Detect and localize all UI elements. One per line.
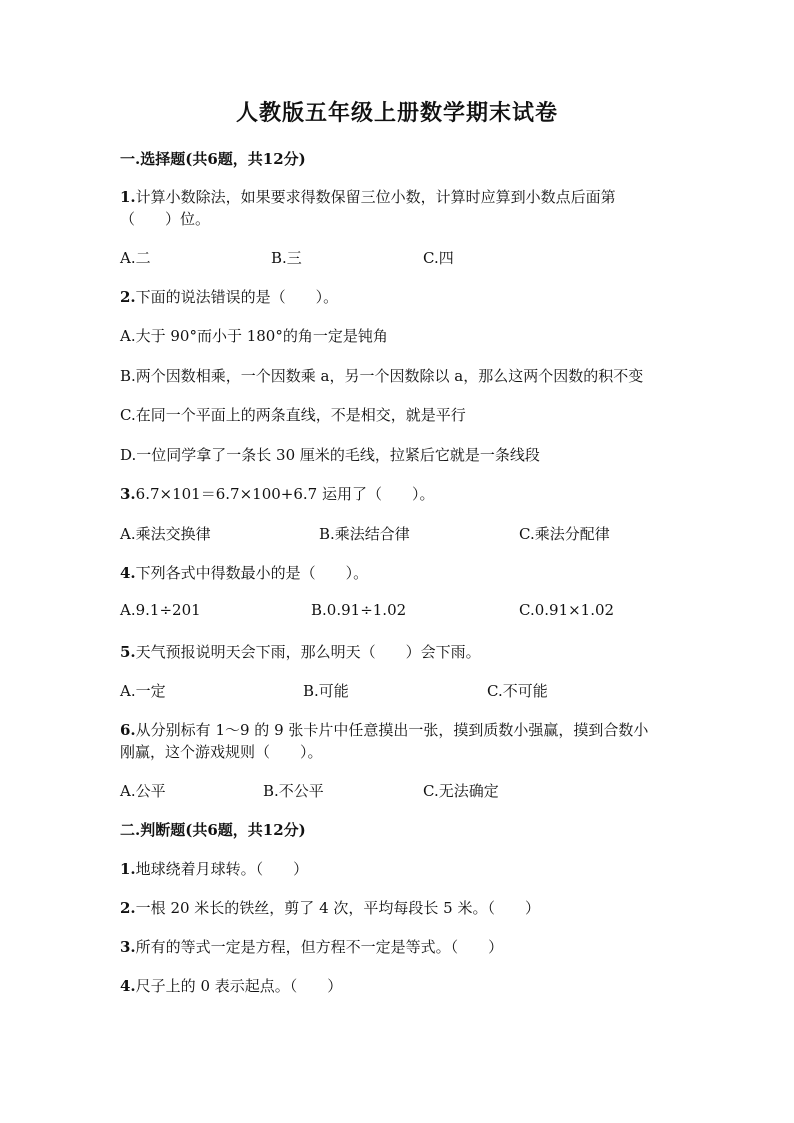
question-2-option-a: A.大于 90°而小于 180°的角一定是钝角 (120, 327, 388, 345)
question-1-line-2: （ ）位。 (120, 210, 211, 228)
question-6-line-2: 刚赢，这个游戏规则（ ）。 (120, 743, 323, 761)
question-number: 3. (120, 485, 136, 503)
question-4-option-c: C.0.91×1.02 (519, 601, 615, 619)
question-1-option-a: A.二 (120, 249, 151, 267)
question-5-option-b: B.可能 (303, 682, 349, 700)
question-number: 2. (120, 899, 136, 917)
question-number: 3. (120, 938, 136, 956)
question-text: 地球绕着月球转。（ ） (135, 860, 309, 878)
question-number: 6. (120, 721, 136, 739)
question-3-option-b: B.乘法结合律 (319, 525, 410, 543)
question-number: 1. (120, 860, 136, 878)
question-text: 下面的说法错误的是（ ）。 (135, 288, 339, 306)
question-5 (120, 641, 481, 662)
question-5-option-a: A.一定 (120, 682, 166, 700)
question-text: 6.7×101＝6.7×100+6.7 运用了（ ）。 (135, 485, 435, 503)
question-4 (120, 562, 368, 583)
question-number: 2. (120, 288, 136, 306)
exam-title: 人教版五年级上册数学期末试卷 (235, 100, 558, 126)
question-text: 一根 20 米长的铁丝，剪了 4 次，平均每段长 5 米。（ ） (135, 899, 540, 917)
judgement-1 (120, 858, 308, 879)
question-3-option-a: A.乘法交换律 (120, 525, 211, 543)
question-number: 1. (120, 188, 136, 206)
judgement-2 (120, 897, 540, 918)
question-2-option-c: C.在同一个平面上的两条直线，不是相交，就是平行 (120, 406, 466, 424)
section-heading-choice: 一.选择题(共6题，共12分) (120, 150, 306, 168)
question-6-option-c: C.无法确定 (423, 782, 499, 800)
question-text: 从分别标有 1～9 的 9 张卡片中任意摸出一张，摸到质数小强赢，摸到合数小 (135, 721, 649, 739)
question-2-option-b: B.两个因数相乘，一个因数乘 a，另一个因数除以 a，那么这两个因数的积不变 (120, 367, 644, 385)
question-6 (120, 719, 648, 740)
question-2-option-d: D.一位同学拿了一条长 30 厘米的毛线，拉紧后它就是一条线段 (120, 446, 540, 464)
question-2 (120, 286, 338, 307)
question-text: 下列各式中得数最小的是（ ）。 (135, 564, 369, 582)
question-6-option-a: A.公平 (120, 782, 166, 800)
question-3 (120, 483, 434, 504)
question-1-option-c: C.四 (423, 249, 454, 267)
question-3-option-c: C.乘法分配律 (519, 525, 610, 543)
question-text: 尺子上的 0 表示起点。（ ） (135, 977, 343, 995)
question-6-option-b: B.不公平 (263, 782, 324, 800)
question-number: 4. (120, 564, 136, 582)
judgement-3 (120, 936, 503, 957)
question-1-option-b: B.三 (271, 249, 302, 267)
question-1 (120, 186, 616, 207)
question-text: 所有的等式一定是方程，但方程不一定是等式。（ ） (135, 938, 504, 956)
section-heading-judgement: 二.判断题(共6题，共12分) (120, 821, 306, 839)
question-5-option-c: C.不可能 (487, 682, 548, 700)
question-4-option-b: B.0.91÷1.02 (311, 601, 407, 619)
question-number: 4. (120, 977, 136, 995)
judgement-4 (120, 975, 342, 996)
question-text: 计算小数除法，如果要求得数保留三位小数，计算时应算到小数点后面第 (135, 188, 616, 206)
question-number: 5. (120, 643, 136, 661)
question-text: 天气预报说明天会下雨，那么明天（ ）会下雨。 (135, 643, 481, 661)
question-4-option-a: A.9.1÷201 (120, 601, 201, 619)
